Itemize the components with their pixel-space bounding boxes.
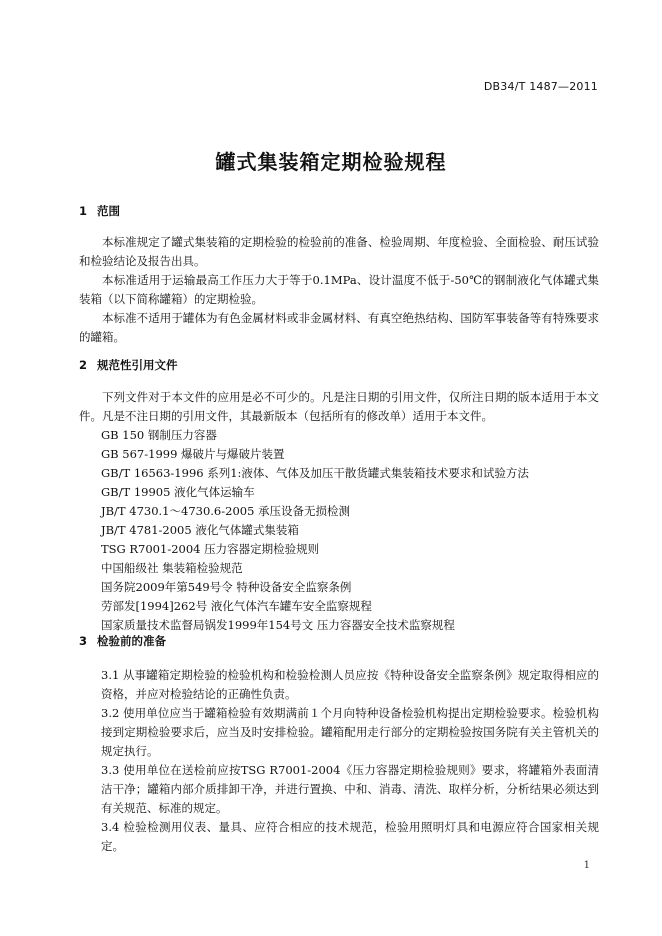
section-title: 规范性引用文件: [97, 358, 178, 372]
clause-item: 3.2 使用单位应当于罐箱检验有效期满前１个月向特种设备检验机构提出定期检验要求。检验机构接到定期检验要求后，应当及时安排检验。罐箱配用走行部分的定期检验按国务院有关主管机关的规定执行。: [101, 706, 599, 758]
reference-item: GB 567-1999 爆破片与爆破片装置: [101, 447, 285, 461]
section-title: 检验前的准备: [97, 634, 166, 648]
section-heading: [79, 633, 166, 649]
clause-item: 3.1 从事罐箱定期检验的检验机构和检验检测人员应按《特种设备安全监察条例》规定取得相应的资格，并应对检验结论的正确性负责。: [101, 668, 599, 701]
page-number: 1: [583, 860, 590, 871]
reference-item: JB/T 4730.1～4730.6-2005 承压设备无损检测: [101, 504, 351, 518]
section-body: [101, 666, 599, 856]
paragraph: 本标准适用于运输最高工作压力大于等于0.1MPa、设计温度不低于-50℃的钢制液化气体罐式集装箱（以下简称罐箱）的定期检验。: [79, 273, 599, 306]
section-title: 范围: [97, 204, 120, 218]
paragraph: 本标准规定了罐式集装箱的定期检验的检验前的准备、检验周期、年度检验、全面检验、耐压试验和检验结论及报告出具。: [79, 235, 599, 268]
section-number: 1: [79, 204, 88, 218]
clause-item: 3.4 检验检测用仪表、量具、应符合相应的技术规范，检验用照明灯具和电源应符合国家相关规定。: [101, 820, 599, 853]
section-body: [79, 233, 599, 347]
reference-item: 国家质量技术监督局锅发1999年154号文 压力容器安全技术监察规程: [101, 618, 455, 632]
section-heading: [79, 357, 178, 373]
document-title: 罐式集装箱定期检验规程: [215, 150, 447, 174]
standard-code: DB34/T 1487—2011: [483, 80, 598, 93]
clause-item: 3.3 使用单位在送检前应按TSG R7001-2004《压力容器定期检验规则》要求，将罐箱外表面清洁干净；罐箱内部介质排卸干净，并进行置换、中和、消毒、清洗、取样分析，分析结果必须达到有关规范、标准的规定。: [101, 763, 599, 815]
section-body: [79, 388, 599, 426]
reference-list: [101, 426, 529, 635]
reference-item: 国务院2009年第549号令 特种设备安全监察条例: [101, 580, 352, 594]
section-number: 3: [79, 634, 88, 648]
paragraph: 下列文件对于本文件的应用是必不可少的。凡是注日期的引用文件，仅所注日期的版本适用于本文件。凡是不注日期的引用文件，其最新版本（包括所有的修改单）适用于本文件。: [79, 390, 599, 423]
reference-item: 中国船级社 集装箱检验规范: [101, 561, 243, 575]
section-number: 2: [79, 358, 88, 372]
reference-item: GB 150 钢制压力容器: [101, 428, 217, 442]
reference-item: GB/T 19905 液化气体运输车: [101, 485, 255, 499]
reference-item: 劳部发[1994]262号 液化气体汽车罐车安全监察规程: [101, 599, 372, 613]
reference-item: TSG R7001-2004 压力容器定期检验规则: [101, 542, 320, 556]
reference-item: JB/T 4781-2005 液化气体罐式集装箱: [101, 523, 299, 537]
reference-item: GB/T 16563-1996 系列1:液体、气体及加压干散货罐式集装箱技术要求和试验方法: [101, 466, 529, 480]
paragraph: 本标准不适用于罐体为有色金属材料或非金属材料、有真空绝热结构、国防军事装备等有特殊要求的罐箱。: [79, 311, 599, 344]
section-heading: [79, 203, 120, 219]
